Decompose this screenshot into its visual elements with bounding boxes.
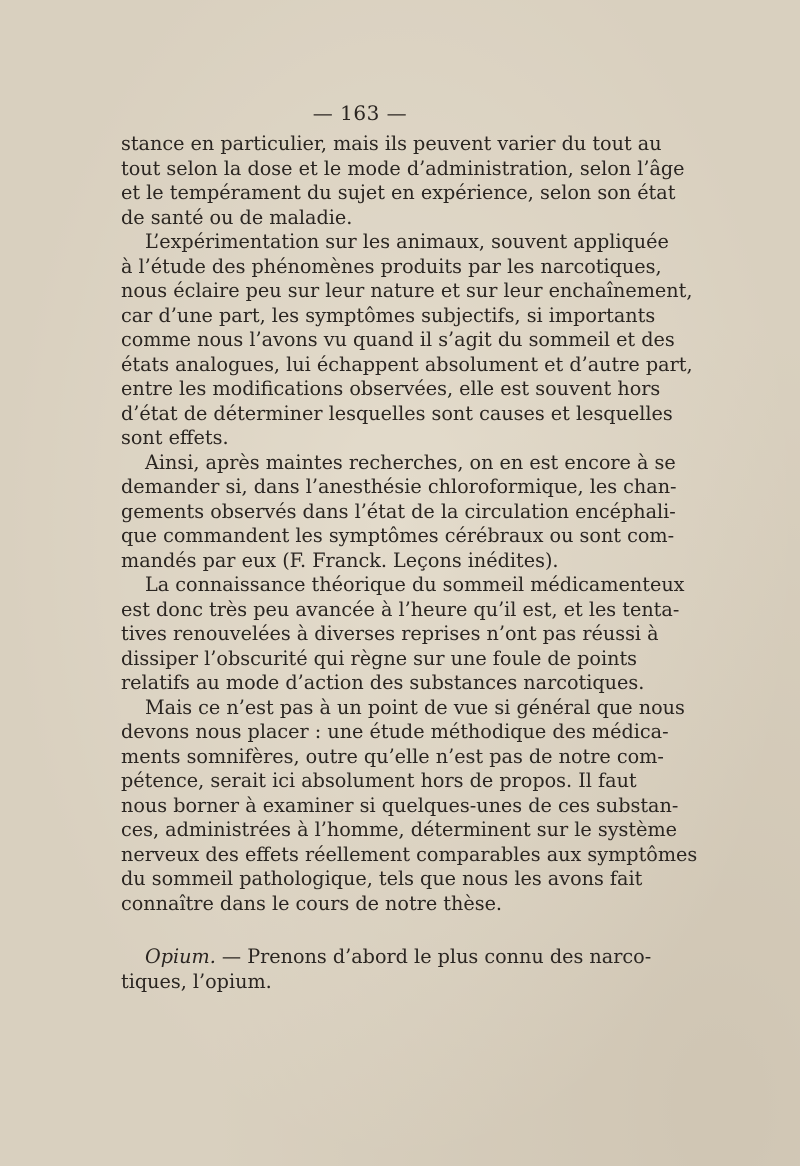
text-line: tout selon la dose et le mode d’administration, selon l’âge: [121, 156, 685, 180]
paragraph: [121, 450, 677, 574]
page-number: — 163 —: [312, 101, 408, 125]
text-line: sont effets.: [121, 426, 229, 449]
text-line: nous éclaire peu sur leur nature et sur leur enchaînement,: [121, 279, 693, 302]
text-line: pétence, serait ici absolument hors de propos. Il faut: [121, 769, 637, 792]
text-line: comme nous l’avons vu quand il s’agit du sommeil et des: [121, 328, 675, 351]
text-line: entre les modifications observées, elle est souvent hors: [121, 377, 661, 400]
text-line: dissiper l’obscurité qui règne sur une foule de points: [121, 646, 638, 670]
body-text: [121, 132, 698, 994]
paragraph: [121, 230, 693, 451]
text-line: ments somnifères, outre qu’elle n’est pas de notre com-: [121, 744, 664, 768]
text-line: La connaissance théorique du sommeil médicamenteux: [145, 573, 685, 596]
text-line: L’expérimentation sur les animaux, souvent appliquée: [145, 230, 669, 253]
text-line: ces, administrées à l’homme, déterminent sur le système: [121, 818, 678, 841]
text-line: nerveux des effets réellement comparables aux symptômes: [121, 842, 698, 866]
text-line: gements observés dans l’état de la circulation encéphali-: [121, 499, 676, 523]
opium-paragraph: [121, 945, 652, 994]
text-line: connaître dans le cours de notre thèse.: [121, 891, 503, 915]
text-line: [121, 945, 652, 970]
text-line: et le tempérament du sujet en expérience, selon son état: [121, 181, 676, 204]
text-line: tiques, l’opium.: [121, 969, 272, 993]
text-line: relatifs au mode d’action des substances narcotiques.: [121, 671, 645, 694]
text-line: nous borner à examiner si quelques-unes de ces substan-: [121, 793, 679, 817]
text-line: mandés par eux (F. Franck. Leçons inédites).: [121, 548, 559, 572]
text-line: Mais ce n’est pas à un point de vue si général que nous: [145, 695, 685, 719]
text-line: du sommeil pathologique, tels que nous les avons fait: [121, 867, 643, 890]
text-line: tives renouvelées à diverses reprises n’ont pas réussi à: [121, 622, 659, 645]
paragraph-gap: [121, 916, 589, 945]
paragraph: [121, 695, 698, 917]
paragraph: [121, 132, 685, 230]
text-line: de santé ou de maladie.: [121, 205, 353, 229]
section-term: Opium.: [145, 945, 216, 968]
text-line: Ainsi, après maintes recherches, on en est encore à se: [145, 450, 676, 474]
text-line: demander si, dans l’anesthésie chloroformique, les chan-: [121, 475, 677, 498]
text-line: devons nous placer : une étude méthodique des médica-: [121, 720, 669, 743]
text-line: car d’une part, les symptômes subjectifs, si importants: [121, 303, 656, 327]
paragraph: [121, 573, 685, 696]
text-line: stance en particulier, mais ils peuvent varier du tout au: [121, 132, 662, 155]
text-line: à l’étude des phénomènes produits par les narcotiques,: [121, 254, 662, 278]
text-line: états analogues, lui échappent absolument et d’autre part,: [121, 352, 693, 376]
text-line: que commandent les symptômes cérébraux ou sont com-: [121, 524, 675, 547]
text-line: d’état de déterminer lesquelles sont causes et lesquelles: [121, 401, 673, 425]
text-fragment: — Prenons d’abord le plus connu des narco-: [215, 945, 652, 968]
text-line: est donc très peu avancée à l’heure qu’il est, et les tenta-: [121, 597, 680, 621]
